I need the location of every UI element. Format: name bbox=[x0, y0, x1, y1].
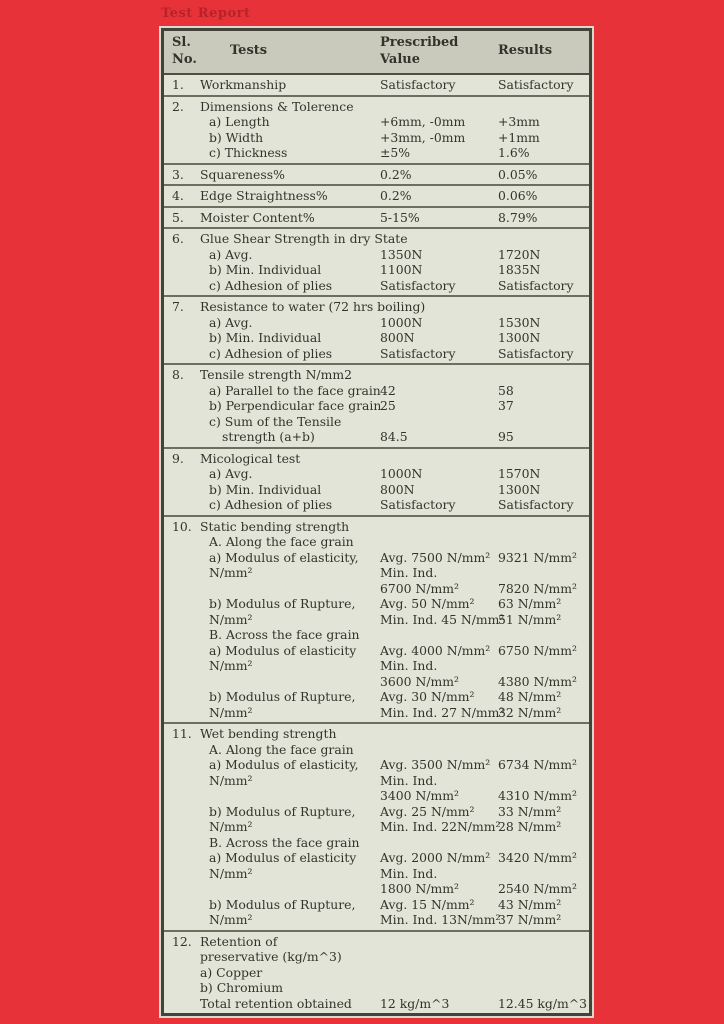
result-value bbox=[498, 965, 585, 981]
test-label: c) Adhesion of plies bbox=[209, 277, 333, 293]
test-label: c) Sum of the Tensile bbox=[209, 413, 342, 429]
test-label: Tensile strength N/mm2 bbox=[200, 367, 352, 382]
row-lines bbox=[200, 210, 585, 226]
test-label: Glue Shear Strength in dry State bbox=[200, 231, 408, 246]
test-label: Workmanship bbox=[200, 77, 287, 92]
row-lines bbox=[200, 299, 585, 361]
prescribed-value bbox=[380, 519, 498, 535]
result-value bbox=[498, 451, 585, 467]
table-line bbox=[200, 742, 585, 758]
result-value: 9321 N/mm² bbox=[498, 549, 577, 565]
table-row bbox=[164, 95, 589, 163]
prescribed-value: Min. Ind. bbox=[380, 772, 438, 788]
result-value: Satisfactory bbox=[498, 277, 574, 293]
table-row bbox=[164, 515, 589, 723]
test-label: b) Modulus of Rupture, bbox=[209, 689, 356, 704]
header-prescribed-line1: Prescribed bbox=[380, 35, 459, 50]
prescribed-value: 1350N bbox=[380, 246, 423, 262]
table-line bbox=[200, 773, 585, 789]
test-label: c) Thickness bbox=[209, 145, 288, 160]
test-label: b) Perpendicular face grain bbox=[209, 398, 382, 413]
prescribed-value: Avg. 50 N/mm² bbox=[380, 596, 475, 611]
table-line bbox=[200, 247, 585, 263]
result-value: 28 N/mm² bbox=[498, 819, 562, 834]
table-row bbox=[164, 722, 589, 930]
test-label: b) Modulus of Rupture, bbox=[209, 803, 356, 819]
prescribed-value bbox=[380, 980, 498, 996]
prescribed-value bbox=[380, 231, 498, 247]
table-line bbox=[200, 130, 585, 146]
result-value: 1720N bbox=[498, 246, 541, 262]
table-row bbox=[164, 363, 589, 447]
prescribed-value: 5-15% bbox=[380, 209, 420, 225]
prescribed-value: 1100N bbox=[380, 262, 423, 277]
prescribed-value: Satisfactory bbox=[380, 345, 456, 361]
result-value bbox=[498, 231, 585, 247]
test-label: a) Avg. bbox=[209, 246, 253, 262]
prescribed-value: 25 bbox=[380, 398, 396, 413]
table-line bbox=[200, 466, 585, 482]
test-label: N/mm² bbox=[209, 819, 253, 834]
result-value bbox=[498, 949, 585, 965]
table-line bbox=[200, 788, 585, 804]
row-lines bbox=[200, 188, 585, 204]
table-line bbox=[200, 995, 588, 1012]
table-row bbox=[164, 295, 589, 363]
table-line bbox=[200, 674, 585, 690]
test-label bbox=[200, 881, 380, 897]
table-line bbox=[200, 581, 585, 597]
result-value: Satisfactory bbox=[498, 345, 574, 361]
table-line bbox=[200, 643, 585, 659]
prescribed-value: Satisfactory bbox=[380, 77, 456, 92]
header-prescribed-value bbox=[380, 35, 498, 68]
prescribed-value: 0.2% bbox=[380, 188, 412, 203]
prescribed-value: Avg. 3500 N/mm² bbox=[380, 757, 491, 772]
result-value: 51 N/mm² bbox=[498, 611, 562, 627]
test-label: a) Modulus of elasticity bbox=[209, 642, 357, 658]
test-label: b) Modulus of Rupture, bbox=[209, 596, 356, 611]
result-value: 4380 N/mm² bbox=[498, 673, 577, 689]
result-value: 1530N bbox=[498, 314, 541, 330]
result-value: 58 bbox=[498, 382, 514, 398]
test-label: Squareness% bbox=[200, 166, 285, 182]
result-value bbox=[498, 773, 585, 789]
prescribed-value: 42 bbox=[380, 382, 396, 398]
prescribed-value: Avg. 25 N/mm² bbox=[380, 803, 475, 819]
row-number: 2. bbox=[172, 98, 184, 114]
test-label: Edge Straightness% bbox=[200, 188, 328, 203]
header-prescribed-line2: Value bbox=[380, 51, 420, 67]
result-value: 1570N bbox=[498, 466, 541, 481]
prescribed-value: ±5% bbox=[380, 145, 411, 160]
table-line bbox=[200, 550, 585, 566]
result-value bbox=[498, 414, 585, 430]
table-line bbox=[200, 881, 585, 897]
table-line bbox=[200, 398, 585, 414]
prescribed-value: Satisfactory bbox=[380, 277, 456, 293]
test-label: B. Across the face grain bbox=[209, 627, 360, 642]
test-label: b) Modulus of Rupture, bbox=[209, 896, 356, 912]
prescribed-value: 3400 N/mm² bbox=[380, 788, 459, 803]
prescribed-value: Min. Ind. bbox=[380, 565, 438, 580]
test-label: Static bending strength bbox=[200, 518, 350, 534]
prescribed-value: Avg. 15 N/mm² bbox=[380, 896, 475, 912]
prescribed-value bbox=[380, 99, 498, 115]
table-line bbox=[200, 167, 585, 183]
test-label: a) Modulus of elasticity, bbox=[209, 757, 359, 772]
result-value: +3mm bbox=[498, 114, 540, 129]
result-value: 0.06% bbox=[498, 188, 538, 203]
row-number: 5. bbox=[172, 209, 184, 225]
prescribed-value bbox=[380, 949, 498, 965]
table-line bbox=[200, 627, 585, 643]
test-label: N/mm² bbox=[209, 865, 253, 881]
prescribed-value bbox=[380, 367, 498, 383]
table-line bbox=[200, 658, 585, 674]
table-line bbox=[200, 689, 585, 705]
prescribed-value bbox=[380, 299, 498, 315]
test-label: A. Along the face grain bbox=[209, 741, 354, 757]
table-line bbox=[200, 612, 585, 628]
test-label: Resistance to water (72 hrs boiling) bbox=[200, 299, 426, 314]
result-value: 12.45 kg/m^3 bbox=[498, 995, 588, 1011]
test-label: a) Parallel to the face grain bbox=[209, 382, 381, 398]
test-label: c) Adhesion of plies bbox=[209, 497, 333, 512]
table-line bbox=[200, 497, 585, 513]
header-sl-line2: No. bbox=[172, 51, 197, 67]
row-number: 3. bbox=[172, 166, 184, 182]
test-label: b) Width bbox=[209, 129, 264, 145]
test-label: b) Chromium bbox=[200, 980, 283, 995]
test-label: B. Across the face grain bbox=[209, 834, 360, 850]
table-line bbox=[200, 835, 585, 851]
row-number: 11. bbox=[172, 726, 192, 741]
prescribed-value bbox=[380, 835, 498, 851]
test-label: a) Modulus of elasticity bbox=[209, 850, 357, 865]
test-label bbox=[200, 788, 380, 804]
test-label: Total retention obtained bbox=[200, 995, 352, 1011]
result-value bbox=[498, 742, 585, 758]
table-row bbox=[164, 930, 589, 1014]
test-label: Retention of bbox=[200, 933, 278, 949]
result-value: 1835N bbox=[498, 262, 541, 277]
table-row bbox=[164, 184, 589, 206]
test-label: a) Length bbox=[209, 114, 270, 129]
prescribed-value: Min. Ind. 22N/mm² bbox=[380, 819, 501, 834]
result-value: 37 N/mm² bbox=[498, 912, 562, 927]
test-label: b) Min. Individual bbox=[209, 330, 322, 345]
row-lines bbox=[200, 451, 585, 513]
prescribed-value: 84.5 bbox=[380, 429, 408, 444]
test-label: N/mm² bbox=[209, 704, 253, 720]
row-number: 7. bbox=[172, 299, 184, 314]
row-lines bbox=[200, 77, 585, 93]
prescribed-value bbox=[380, 726, 498, 742]
result-value: 8.79% bbox=[498, 209, 538, 225]
table-row bbox=[164, 75, 589, 95]
row-number: 1. bbox=[172, 77, 184, 92]
result-value: Satisfactory bbox=[498, 497, 574, 512]
table-line bbox=[200, 519, 585, 535]
table-line bbox=[200, 77, 585, 93]
table-line bbox=[200, 99, 585, 115]
prescribed-value: Min. Ind. 13N/mm² bbox=[380, 912, 501, 927]
test-label: Wet bending strength bbox=[200, 726, 337, 741]
table-line bbox=[200, 278, 585, 294]
row-lines bbox=[200, 367, 585, 445]
prescribed-value: Min. Ind. 45 N/mm² bbox=[380, 611, 505, 627]
test-label: a) Modulus of elasticity, bbox=[209, 549, 359, 565]
test-label bbox=[200, 674, 380, 690]
prescribed-value: 1000N bbox=[380, 466, 423, 481]
row-number: 6. bbox=[172, 231, 184, 246]
result-value bbox=[498, 980, 585, 996]
row-lines bbox=[200, 933, 588, 1012]
prescribed-value: 800N bbox=[380, 481, 415, 497]
test-report-table bbox=[161, 28, 592, 1016]
result-value bbox=[498, 658, 585, 674]
test-label: b) Min. Individual bbox=[209, 262, 322, 277]
test-label: N/mm² bbox=[209, 611, 253, 627]
table-line bbox=[200, 383, 585, 399]
prescribed-value: +6mm, -0mm bbox=[380, 114, 466, 129]
prescribed-value: +3mm, -0mm bbox=[380, 129, 466, 145]
result-value bbox=[498, 627, 585, 643]
prescribed-value: Avg. 4000 N/mm² bbox=[380, 642, 491, 658]
table-line bbox=[200, 965, 585, 981]
table-line bbox=[200, 482, 585, 498]
table-line bbox=[200, 414, 585, 430]
table-line bbox=[200, 850, 585, 866]
test-label: Dimensions & Tolerence bbox=[200, 98, 354, 114]
result-value: 33 N/mm² bbox=[498, 803, 562, 819]
result-value: 1300N bbox=[498, 330, 541, 345]
result-value bbox=[498, 565, 585, 581]
table-line bbox=[200, 596, 585, 612]
row-lines bbox=[200, 99, 585, 161]
table-line bbox=[200, 114, 585, 130]
result-value bbox=[498, 835, 585, 851]
result-value bbox=[498, 99, 585, 115]
prescribed-value: 1000N bbox=[380, 314, 423, 330]
prescribed-value: 3600 N/mm² bbox=[380, 673, 459, 689]
prescribed-value: Min. Ind. 27 N/mm² bbox=[380, 704, 505, 720]
table-line bbox=[200, 534, 585, 550]
table-line bbox=[200, 866, 585, 882]
table-line bbox=[200, 819, 585, 835]
table-line bbox=[200, 346, 585, 362]
test-label: c) Adhesion of plies bbox=[209, 345, 333, 361]
prescribed-value: 6700 N/mm² bbox=[380, 580, 459, 596]
result-value bbox=[498, 534, 585, 550]
row-lines bbox=[200, 726, 585, 928]
result-value: 48 N/mm² bbox=[498, 689, 562, 704]
table-line bbox=[200, 231, 585, 247]
result-value: 0.05% bbox=[498, 166, 538, 182]
result-value: 1300N bbox=[498, 481, 541, 497]
test-label: preservative (kg/m^3) bbox=[200, 949, 342, 964]
result-value: 4310 N/mm² bbox=[498, 788, 577, 803]
result-value bbox=[498, 367, 585, 383]
table-line bbox=[200, 145, 585, 161]
row-lines bbox=[200, 519, 585, 721]
table-row bbox=[164, 447, 589, 515]
table-line bbox=[200, 565, 585, 581]
test-label: b) Min. Individual bbox=[209, 481, 322, 497]
result-value: Satisfactory bbox=[498, 77, 574, 92]
test-label: A. Along the face grain bbox=[209, 534, 354, 549]
result-value: 3420 N/mm² bbox=[498, 850, 577, 865]
table-line bbox=[200, 757, 585, 773]
watermark-text: Test Report bbox=[161, 6, 251, 21]
prescribed-value: Satisfactory bbox=[380, 497, 456, 512]
row-lines bbox=[200, 167, 585, 183]
prescribed-value bbox=[380, 534, 498, 550]
row-number: 8. bbox=[172, 367, 184, 382]
table-line bbox=[200, 210, 585, 226]
row-number: 10. bbox=[172, 518, 192, 534]
result-value: 95 bbox=[498, 429, 514, 444]
table-line bbox=[200, 315, 585, 331]
table-line bbox=[200, 429, 585, 445]
test-label: a) Avg. bbox=[209, 466, 253, 481]
table-line bbox=[200, 912, 585, 928]
prescribed-value bbox=[380, 742, 498, 758]
prescribed-value: Avg. 7500 N/mm² bbox=[380, 549, 491, 565]
prescribed-value bbox=[380, 934, 498, 950]
table-line bbox=[200, 367, 585, 383]
row-number: 4. bbox=[172, 188, 184, 203]
table-line bbox=[200, 980, 585, 996]
table-header-row bbox=[164, 31, 589, 75]
result-value bbox=[498, 519, 585, 535]
result-value: 6734 N/mm² bbox=[498, 757, 577, 772]
prescribed-value: 12 kg/m^3 bbox=[380, 995, 450, 1011]
result-value bbox=[498, 866, 585, 882]
header-results: Results bbox=[498, 43, 553, 59]
test-label: N/mm² bbox=[209, 772, 253, 788]
result-value: 1.6% bbox=[498, 145, 530, 160]
prescribed-value: Avg. 2000 N/mm² bbox=[380, 850, 491, 865]
row-number: 9. bbox=[172, 450, 184, 466]
prescribed-value bbox=[380, 965, 498, 981]
table-line bbox=[200, 330, 585, 346]
result-value: 63 N/mm² bbox=[498, 596, 562, 611]
table-row bbox=[164, 163, 589, 185]
test-label bbox=[200, 581, 380, 597]
table-line bbox=[200, 705, 585, 721]
prescribed-value: 1800 N/mm² bbox=[380, 881, 459, 896]
test-label: a) Avg. bbox=[209, 314, 253, 330]
table-line bbox=[200, 804, 585, 820]
prescribed-value: Avg. 30 N/mm² bbox=[380, 689, 475, 704]
table-body bbox=[164, 75, 589, 1013]
result-value bbox=[498, 726, 585, 742]
result-value: 7820 N/mm² bbox=[498, 580, 577, 596]
result-value: 37 bbox=[498, 398, 514, 413]
result-value: 2540 N/mm² bbox=[498, 881, 577, 896]
result-value bbox=[498, 934, 585, 950]
prescribed-value: Min. Ind. bbox=[380, 658, 438, 673]
prescribed-value: 0.2% bbox=[380, 166, 412, 182]
test-label: a) Copper bbox=[200, 964, 263, 980]
result-value: 43 N/mm² bbox=[498, 896, 562, 912]
result-value: 6750 N/mm² bbox=[498, 642, 577, 658]
test-label: N/mm² bbox=[209, 912, 253, 927]
table-line bbox=[200, 299, 585, 315]
test-label: N/mm² bbox=[209, 658, 253, 673]
table-line bbox=[200, 949, 585, 965]
header-sl-no bbox=[172, 35, 200, 68]
header-tests: Tests bbox=[230, 43, 268, 59]
result-value: +1mm bbox=[498, 129, 540, 145]
prescribed-value: 800N bbox=[380, 330, 415, 345]
test-label: Moister Content% bbox=[200, 209, 315, 225]
test-label: strength (a+b) bbox=[222, 429, 315, 444]
table-line bbox=[200, 451, 585, 467]
table-row bbox=[164, 227, 589, 295]
prescribed-value: Min. Ind. bbox=[380, 865, 438, 881]
row-lines bbox=[200, 231, 585, 293]
table-line bbox=[200, 726, 585, 742]
table-row bbox=[164, 206, 589, 228]
table-line bbox=[200, 934, 585, 950]
table-line bbox=[200, 188, 585, 204]
test-label: N/mm² bbox=[209, 565, 253, 580]
table-line bbox=[200, 262, 585, 278]
prescribed-value bbox=[380, 451, 498, 467]
prescribed-value bbox=[380, 414, 498, 430]
table-line bbox=[200, 897, 585, 913]
prescribed-value bbox=[380, 627, 498, 643]
result-value: 32 N/mm² bbox=[498, 704, 562, 720]
test-label: Micological test bbox=[200, 450, 301, 466]
header-sl-line1: Sl. bbox=[172, 35, 191, 50]
result-value bbox=[498, 299, 585, 315]
row-number: 12. bbox=[172, 933, 192, 949]
